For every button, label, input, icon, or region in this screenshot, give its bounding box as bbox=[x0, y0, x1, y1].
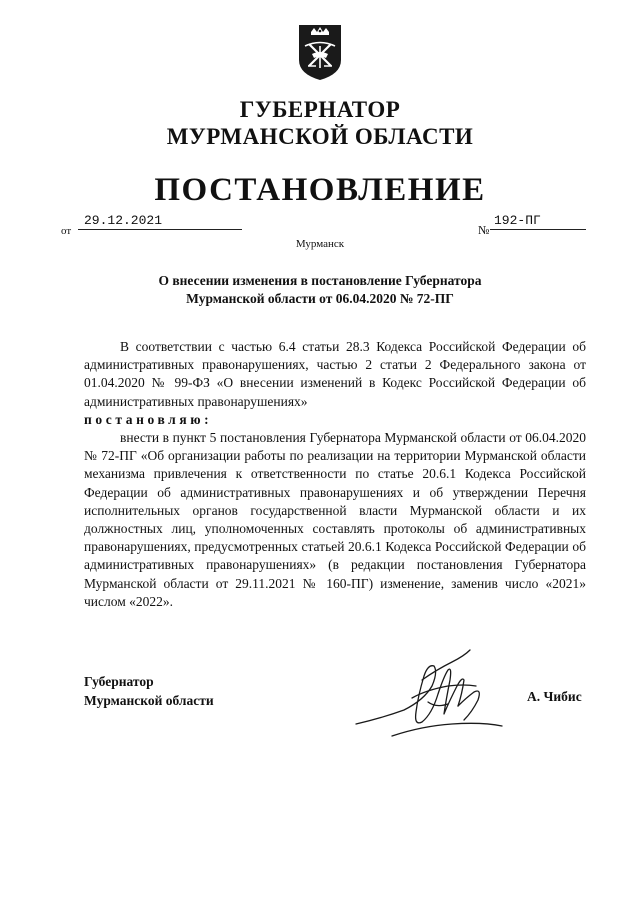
date-value: 29.12.2021 bbox=[78, 213, 242, 230]
preamble-paragraph: В соответствии с частью 6.4 статьи 28.3 Кодекса Российской Федерации об административных правонарушениях, частью 2 статьи 2 Федерального закона от 01.04.2020 № 99-ФЗ «О внесении изменений в Кодекс Российской Федерации об административных правонарушениях» bbox=[84, 339, 586, 409]
subject-line-2: Мурманской области от 06.04.2020 № 72-ПГ bbox=[186, 291, 454, 306]
coat-of-arms-icon bbox=[296, 22, 344, 82]
number-value: 192-ПГ bbox=[490, 213, 586, 230]
signer-position-line-2: Мурманской области bbox=[84, 693, 214, 708]
region-title: МУРМАНСКОЙ ОБЛАСТИ bbox=[166, 124, 474, 149]
signer-position bbox=[84, 672, 214, 710]
resolve-word: постановляю: bbox=[84, 412, 213, 427]
date-prefix: от bbox=[61, 225, 72, 237]
number-prefix: № bbox=[478, 223, 490, 237]
signature-icon bbox=[352, 640, 512, 750]
resolution-paragraph: внести в пункт 5 постановления Губернатора Мурманской области от 06.04.2020 № 72-ПГ «Об организации работы по реализации на территории Мурманской области механизма привлечения к ответственности по статье 20.6.1 Кодекса Российской Федерации об административных правонарушениях и об утверждении Перечня исполнительных органов государственной власти Мурманской области и их должностных лиц, уполномоченных составлять протоколы об административных правонарушениях, предусмотренных статьей 20.6.1 Кодекса Российской Федерации об административных правонарушениях» (в редакции постановления Губернатора Мурманской области от 29.11.2021 № 160-ПГ) изменение, заменив число «2021» числом «2022». bbox=[84, 430, 586, 609]
document-type-title: ПОСТАНОВЛЕНИЕ bbox=[154, 172, 486, 208]
subject-line-1: О внесении изменения в постановление Губернатора bbox=[158, 273, 482, 288]
signer-name: А. Чибис bbox=[527, 689, 582, 704]
governor-title: ГУБЕРНАТОР bbox=[239, 97, 401, 122]
signer-position-line-1: Губернатор bbox=[84, 674, 154, 689]
city-label: Мурманск bbox=[295, 238, 345, 250]
